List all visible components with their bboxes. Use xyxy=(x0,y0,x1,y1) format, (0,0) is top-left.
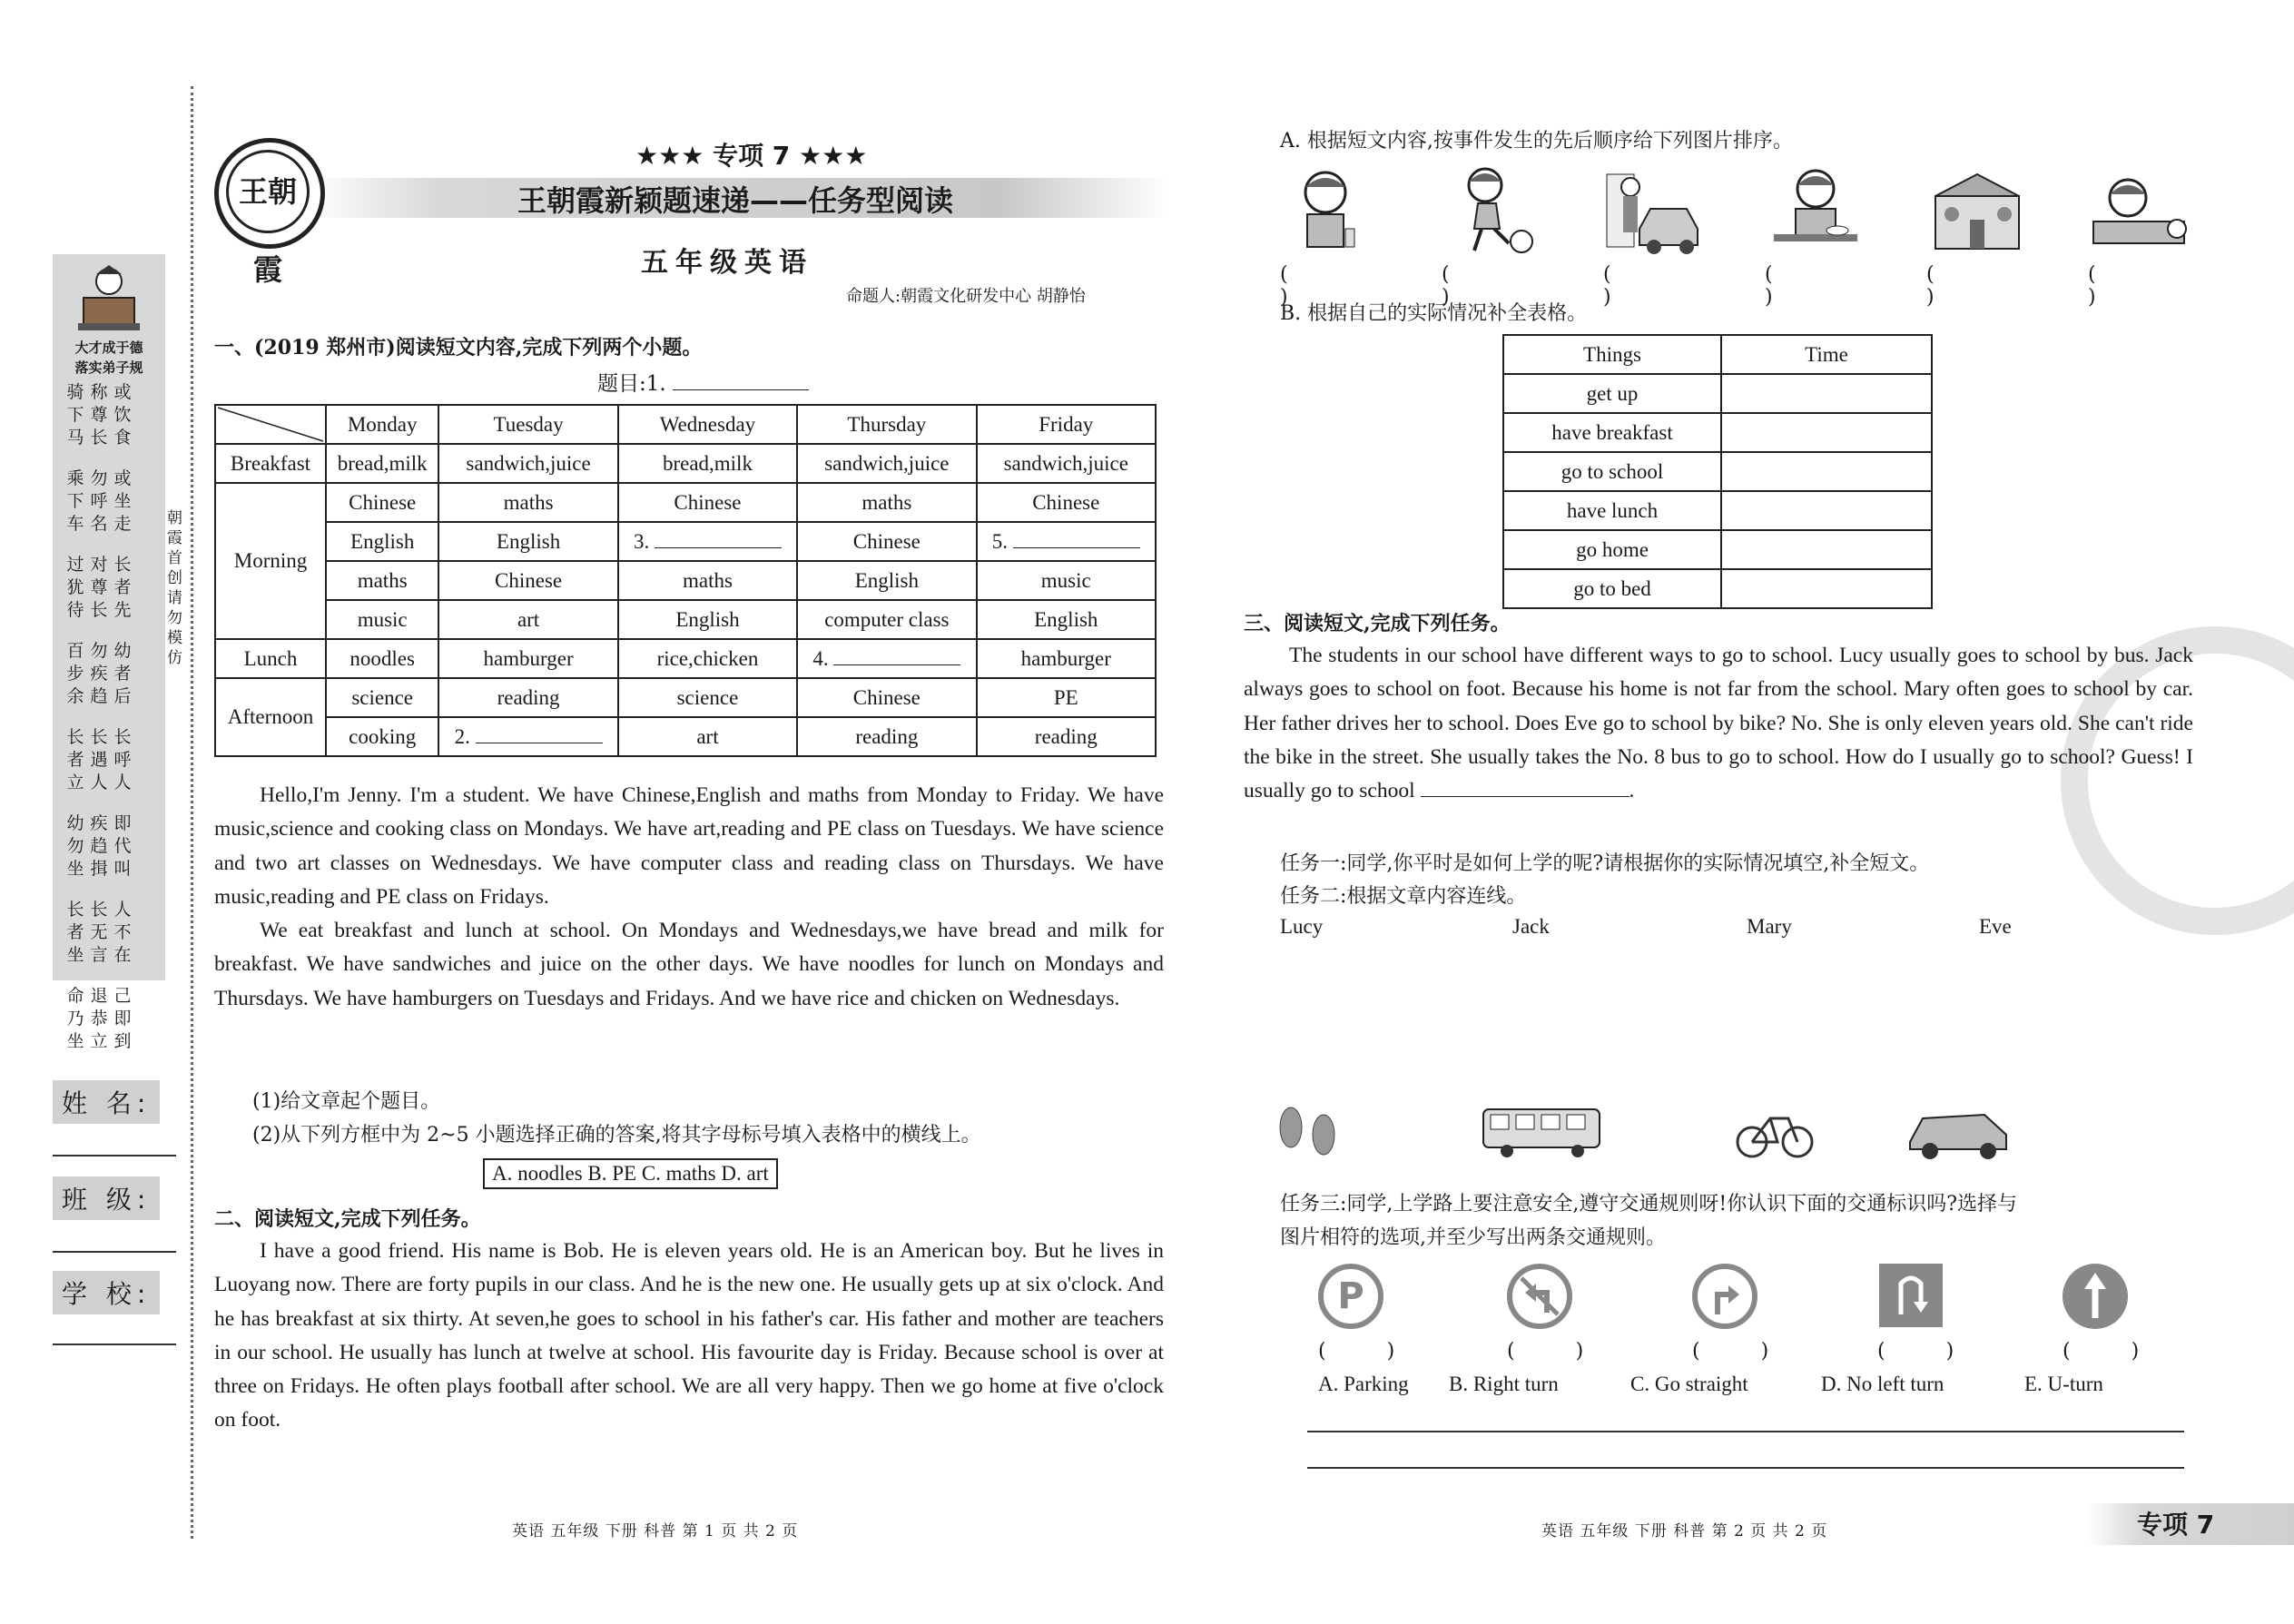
answer-options: A. noodles B. PE C. maths D. art xyxy=(483,1158,778,1189)
time-header: Time xyxy=(1721,335,1932,374)
thing-cell: go to school xyxy=(1503,452,1721,491)
scholar-illustration xyxy=(73,263,145,334)
margin-rule-word: 百 步 余 xyxy=(66,641,84,706)
cell: reading xyxy=(438,678,617,717)
task2: 任务二:根据文章内容连线。 xyxy=(1280,885,1527,908)
margin-rule-word: 即 代 叫 xyxy=(113,813,132,879)
title-prompt: 题目:1. xyxy=(597,367,809,397)
task3: 任务三:同学,上学路上要注意安全,遵守交通规则呀!你认识下面的交通标识吗?选择与 图片相符的选项,并至少写出两条交通规则。 xyxy=(1280,1193,2018,1249)
cell: computer class xyxy=(797,600,976,639)
passage1-para2: We eat breakfast and lunch at school. On Mondays and Wednesdays,we have bread and milk for breakfast. We have sandwiches and juice on the other days. We have noodles for lunch on Mondays and Thursdays. We have hamburgers on Tuesdays and Fridays. And we have rice and chicken on Wednesdays. xyxy=(214,919,1164,1010)
cell: Chinese xyxy=(438,561,617,600)
time-input[interactable] xyxy=(1721,374,1932,413)
blank-cell-5[interactable]: 5. xyxy=(977,522,1156,561)
margin-rule-word: 人 不 在 xyxy=(113,900,132,965)
boy-eating-picture xyxy=(1765,165,1866,256)
section2-heading: 二、阅读短文,完成下列任务。 xyxy=(214,1207,481,1231)
sequence-blank[interactable]: ( ) xyxy=(1603,263,1639,309)
passage2: I have a good friend. His name is Bob. He is eleven years old. He is an American boy. But he lives in Luoyang now. There are forty pupils in our class. And he is the new one. He usually gets up at six o'clock. And he has breakfast at six thirty. At seven,he goes to school in his father's car. His father and mother are teachers in our school. He usually has lunch at twelve at school. His favourite day is Friday. Because school is over at three on Fridays. He often plays football after school. We are all very happy. Then we go home at five o'clock on foot. xyxy=(214,1239,1164,1432)
cell: hamburger xyxy=(977,639,1156,678)
cell: science xyxy=(618,678,797,717)
blank-cell-3[interactable]: 3. xyxy=(618,522,797,561)
taskA-heading: A. 根据短文内容,按事件发生的先后顺序给下列图片排序。 xyxy=(1280,130,1793,153)
go-straight-sign-icon[interactable] xyxy=(2063,1264,2128,1329)
margin-rule-word: 或 坐 走 xyxy=(113,468,132,534)
corner-cell xyxy=(215,405,326,444)
cell: maths xyxy=(438,483,617,522)
cell: art xyxy=(438,600,617,639)
margin-rule-word: 幼 者 后 xyxy=(113,641,132,706)
margin-rule-word: 乘 下 车 xyxy=(66,468,84,534)
sign-option: B. Right turn xyxy=(1449,1373,1559,1395)
thing-cell: have breakfast xyxy=(1503,413,1721,452)
parking-sign-icon[interactable]: P xyxy=(1318,1264,1383,1329)
task1: 任务一:同学,你平时是如何上学的呢?请根据你的实际情况填空,补全短文。 xyxy=(1280,852,1930,875)
car-icon[interactable] xyxy=(1905,1102,2013,1162)
sequence-blank[interactable]: ( ) xyxy=(1926,263,1962,309)
time-input[interactable] xyxy=(1721,452,1932,491)
margin-rule-group xyxy=(64,554,158,640)
page-title: 王朝霞新颖题速递——任务型阅读 xyxy=(517,183,954,218)
match-name-eve[interactable]: Eve xyxy=(1979,915,2012,938)
blank-cell-2[interactable]: 2. xyxy=(438,717,617,756)
name-field: 姓 名: xyxy=(53,1080,160,1124)
cell: sandwich,juice xyxy=(977,444,1156,483)
margin-rule-word: 骑 下 马 xyxy=(66,382,84,448)
sequence-pictures xyxy=(1280,165,2188,265)
margin-rules xyxy=(64,381,158,1071)
cell: sandwich,juice xyxy=(438,444,617,483)
thing-cell: go to bed xyxy=(1503,569,1721,608)
section3-heading: 三、阅读短文,完成下列任务。 xyxy=(1244,612,1511,635)
sign-option: D. No left turn xyxy=(1821,1373,1944,1395)
passage3: The students in our school have different ways to go to school. Lucy usually goes to school by bus. Jack always goes to school on foot. Because his home is not far from the school. Mary often goes to school by car. Her father drives her to school. Does Eve go to school by bike? No. She is only eleven years old. She can't ride the bike in the street. She usually takes the No. 8 bus to go to school. How do I usually go to school? Guess! I usually go to school . xyxy=(1244,644,2193,803)
boy-football-picture xyxy=(1442,165,1543,256)
row-label: Morning xyxy=(215,483,326,639)
answer-line[interactable] xyxy=(1307,1467,2184,1469)
cell: music xyxy=(977,561,1156,600)
cell: maths xyxy=(797,483,976,522)
taskB-heading: B. 根据自己的实际情况补全表格。 xyxy=(1280,302,1588,325)
sign-option: C. Go straight xyxy=(1630,1373,1748,1395)
margin-rule-group xyxy=(64,726,158,812)
margin-rule-word: 疾 趋 揖 xyxy=(90,813,108,879)
margin-rule-word: 幼 勿 坐 xyxy=(66,813,84,879)
thing-cell: get up xyxy=(1503,374,1721,413)
bike-icon[interactable] xyxy=(1734,1098,1816,1162)
day-header: Thursday xyxy=(797,405,976,444)
margin-rule-word: 己 即 到 xyxy=(113,986,132,1051)
school-field: 学 校: xyxy=(53,1271,160,1314)
margin-motto: 大才成于德 落实弟子规 xyxy=(74,340,143,376)
cell: bread,milk xyxy=(326,444,438,483)
margin-rule-word: 称 尊 长 xyxy=(90,382,108,448)
margin-rule-word: 对 尊 长 xyxy=(90,555,108,620)
cell: music xyxy=(326,600,438,639)
cell: maths xyxy=(326,561,438,600)
cell: Chinese xyxy=(797,522,976,561)
cell: reading xyxy=(977,717,1156,756)
cell: Chinese xyxy=(326,483,438,522)
margin-rule-word: 长 者 立 xyxy=(66,727,84,792)
schedule-table xyxy=(214,404,1157,757)
time-header: Things xyxy=(1503,335,1721,374)
cell: cooking xyxy=(326,717,438,756)
cell: noodles xyxy=(326,639,438,678)
cell: art xyxy=(618,717,797,756)
right-turn-sign-icon[interactable] xyxy=(1692,1264,1757,1329)
passage1 xyxy=(214,779,1164,1016)
footer-right: 英语 五年级 下册 科普 第 2 页 共 2 页 xyxy=(1541,1522,1828,1540)
cell: Chinese xyxy=(977,483,1156,522)
section1-heading: 一、(2019 郑州市)阅读短文内容,完成下列两个小题。 xyxy=(214,336,703,359)
grade-title: 五年级英语 xyxy=(641,247,813,279)
answer-line[interactable] xyxy=(1307,1431,2184,1432)
passage1-para1: Hello,I'm Jenny. I'm a student. We have Chinese,English and maths from Monday to Friday. We have music,science and cooking class on Mondays. We have art,reading and PE class on Tuesdays. We have science and two art classes on Wednesdays. We have computer class and reading class on Thursdays. We have music,reading and PE class on Fridays. xyxy=(214,783,1164,909)
cell: English xyxy=(438,522,617,561)
cell: bread,milk xyxy=(618,444,797,483)
cell: maths xyxy=(618,561,797,600)
day-header: Friday xyxy=(977,405,1156,444)
class-field: 班 级: xyxy=(53,1176,160,1220)
bus-icon[interactable] xyxy=(1480,1106,1605,1160)
margin-rule-group xyxy=(64,812,158,899)
cell: English xyxy=(977,600,1156,639)
blank-cell-4[interactable]: 4. xyxy=(797,639,976,678)
u-turn-sign-icon[interactable] xyxy=(1879,1264,1943,1327)
school-building-picture xyxy=(1926,165,2028,256)
cell: English xyxy=(797,561,976,600)
margin-rule-word: 勿 疾 趋 xyxy=(90,641,108,706)
no-left-turn-sign-icon[interactable] xyxy=(1507,1264,1572,1329)
question2: (2)从下列方框中为 2~5 小题选择正确的答案,将其字母标号填入表格中的横线上。 xyxy=(252,1124,981,1147)
binding-dotted-line xyxy=(191,86,193,1539)
sign-blank[interactable]: ( ) xyxy=(1318,1340,1423,1363)
school-line[interactable] xyxy=(53,1343,176,1345)
match-name-mary[interactable]: Mary xyxy=(1747,915,1792,938)
margin-rule-group xyxy=(64,899,158,985)
cell: Chinese xyxy=(618,483,797,522)
day-header: Monday xyxy=(326,405,438,444)
thing-cell: have lunch xyxy=(1503,491,1721,530)
name-line[interactable] xyxy=(53,1155,176,1156)
question1: (1)给文章起个题目。 xyxy=(252,1090,441,1113)
margin-rule-group xyxy=(64,985,158,1071)
sign-option: E. U-turn xyxy=(2024,1373,2103,1395)
row-label: Lunch xyxy=(215,639,326,678)
corner-label: 专项 7 xyxy=(2137,1510,2215,1540)
thing-cell: go home xyxy=(1503,530,1721,569)
sequence-blank[interactable]: ( ) xyxy=(1280,263,1315,309)
margin-rule-word: 或 饮 食 xyxy=(113,382,132,448)
sequence-blank[interactable]: ( ) xyxy=(1442,263,1477,309)
day-header: Wednesday xyxy=(618,405,797,444)
cell: reading xyxy=(797,717,976,756)
cell: English xyxy=(326,522,438,561)
time-input[interactable] xyxy=(1721,491,1932,530)
match-name-lucy[interactable]: Lucy xyxy=(1280,915,1324,938)
sign-option: A. Parking xyxy=(1318,1373,1409,1395)
time-input[interactable] xyxy=(1721,530,1932,569)
margin-rule-word: 长 呼 人 xyxy=(113,727,132,792)
sign-blank[interactable]: ( ) xyxy=(1692,1340,1797,1363)
footprints-icon[interactable] xyxy=(1273,1100,1345,1160)
sign-blank[interactable]: ( ) xyxy=(1507,1340,1611,1363)
boy-washing-picture xyxy=(1280,165,1382,256)
passage3-blank[interactable] xyxy=(1421,796,1629,797)
margin-rule-word: 长 无 言 xyxy=(90,900,108,965)
brand-logo: 王朝霞 xyxy=(214,138,325,249)
cell: science xyxy=(326,678,438,717)
cell: rice,chicken xyxy=(618,639,797,678)
margin-rule-group xyxy=(64,468,158,554)
day-header: Tuesday xyxy=(438,405,617,444)
margin-rule-word: 过 犹 待 xyxy=(66,555,84,620)
family-car-picture xyxy=(1603,165,1705,256)
cell: PE xyxy=(977,678,1156,717)
sign-blank[interactable]: ( ) xyxy=(1877,1340,1982,1363)
margin-rule-word: 退 恭 立 xyxy=(90,986,108,1051)
cell: English xyxy=(618,600,797,639)
margin-rule-group xyxy=(64,381,158,468)
title-blank[interactable] xyxy=(673,389,809,390)
footer-left: 英语 五年级 下册 科普 第 1 页 共 2 页 xyxy=(512,1522,799,1540)
sequence-blank[interactable]: ( ) xyxy=(2088,263,2123,309)
special-label: ★★★ 专项 7 ★★★ xyxy=(635,141,868,171)
time-table xyxy=(1502,334,1933,609)
margin-rule-word: 勿 呼 名 xyxy=(90,468,108,534)
time-input[interactable] xyxy=(1721,569,1932,608)
margin-rule-word: 长 遇 人 xyxy=(90,727,108,792)
sign-blank[interactable]: ( ) xyxy=(2063,1340,2167,1363)
author-line: 命题人:朝霞文化研发中心 胡静怡 xyxy=(846,287,1086,306)
class-line[interactable] xyxy=(53,1251,176,1253)
margin-rule-word: 长 者 先 xyxy=(113,555,132,620)
sequence-blank[interactable]: ( ) xyxy=(1765,263,1800,309)
cell: hamburger xyxy=(438,639,617,678)
match-name-jack[interactable]: Jack xyxy=(1512,915,1550,938)
row-label: Afternoon xyxy=(215,678,326,756)
time-input[interactable] xyxy=(1721,413,1932,452)
margin-rule-word: 长 者 坐 xyxy=(66,900,84,965)
boy-sleeping-picture xyxy=(2088,165,2190,256)
margin-rule-word: 命 乃 坐 xyxy=(66,986,84,1051)
cell: sandwich,juice xyxy=(797,444,976,483)
side-note: 朝霞首创 请勿模仿 xyxy=(167,509,182,667)
cell: Chinese xyxy=(797,678,976,717)
margin-rule-group xyxy=(64,640,158,726)
row-label: Breakfast xyxy=(215,444,326,483)
